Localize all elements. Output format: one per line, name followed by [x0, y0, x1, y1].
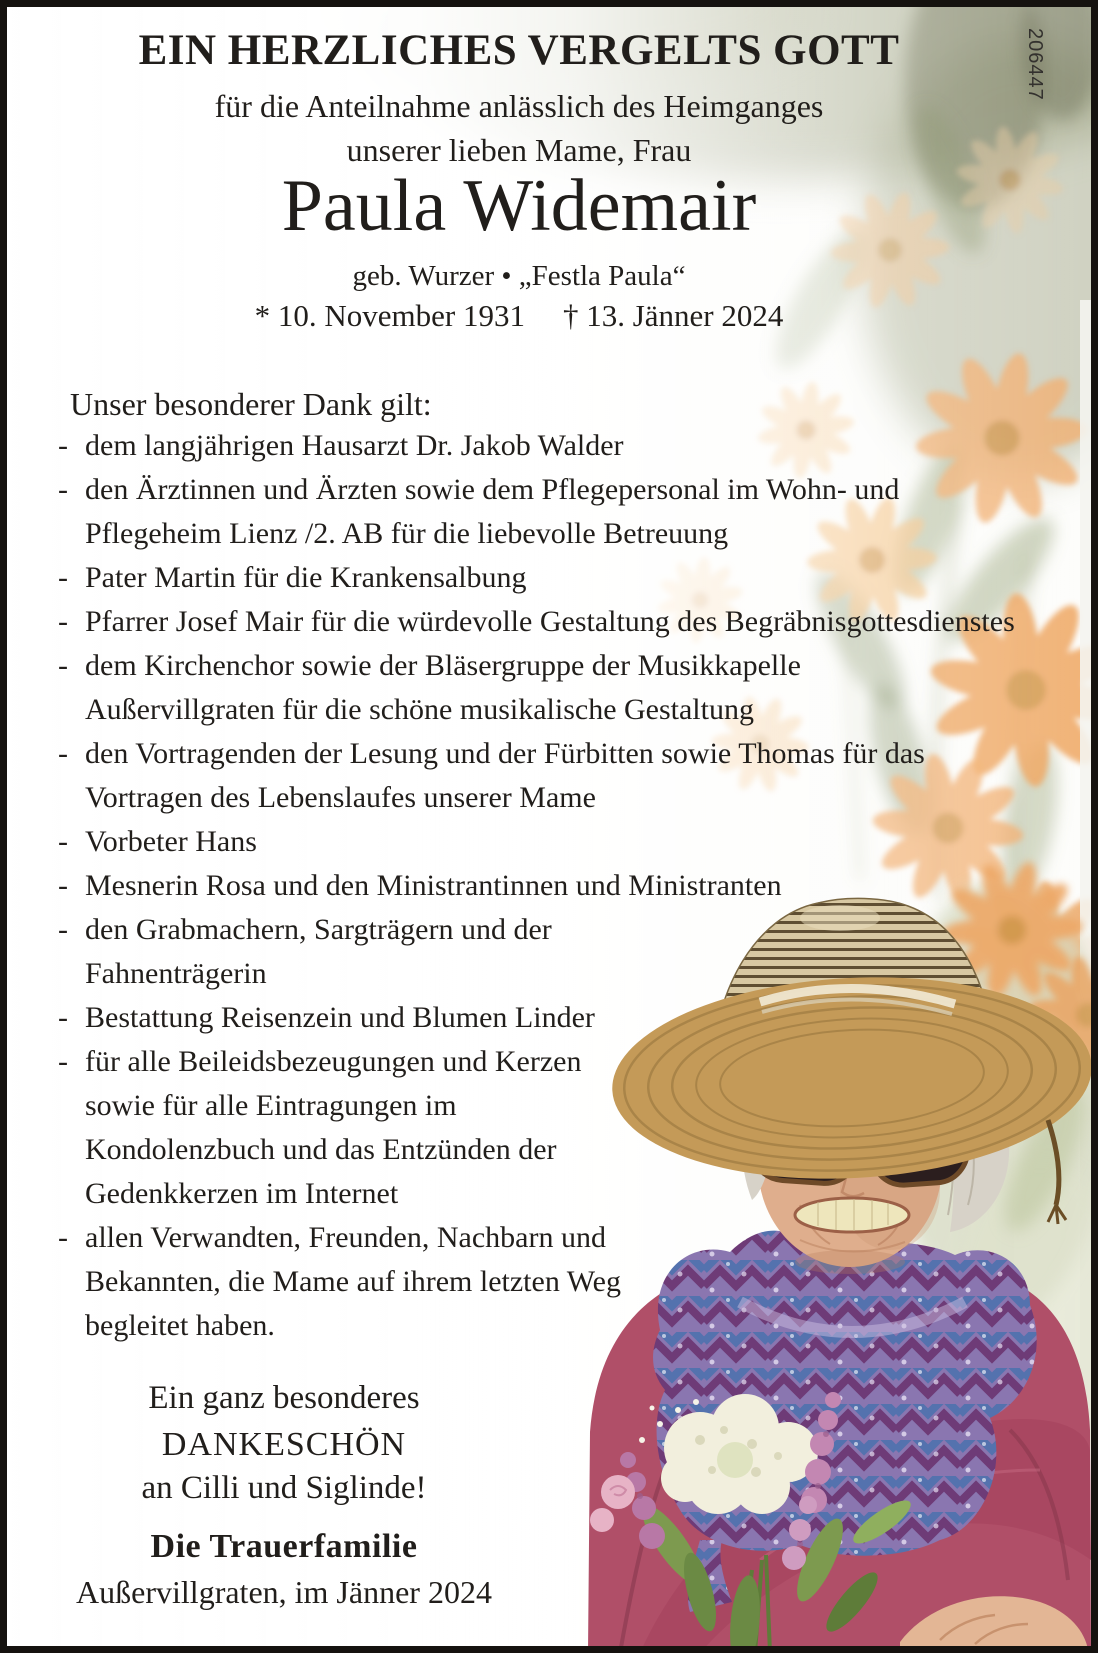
- thanks-item: - allen Verwandten, Freunden, Nachbarn und Bekannten, die Mame auf ihrem letzten Weg begleitet haben.: [56, 1216, 645, 1348]
- thanks-item: - dem Kirchenchor sowie der Bläsergruppe der Musikkapelle Außervillgraten für die schöne musikalische Gestaltung: [56, 644, 985, 732]
- thanks-item: - Pater Martin für die Krankensalbung: [56, 556, 1078, 600]
- death-date: † 13. Jänner 2024: [562, 298, 784, 333]
- thanks-list: [56, 424, 1078, 1348]
- special-thanks-line-1: Ein ganz besonderes: [148, 1380, 420, 1416]
- thanks-headline: EIN HERZLICHES VERGELTS GOTT: [138, 27, 900, 74]
- thanks-item: - den Vortragenden der Lesung und der Fürbitten sowie Thomas für das Vortragen des Lebenslaufes unserer Mame: [56, 732, 1015, 820]
- birth-date: * 10. November 1931: [254, 298, 525, 333]
- thanks-item: - den Ärztinnen und Ärzten sowie dem Pflegepersonal im Wohn- und Pflegeheim Lienz /2. AB für die liebevolle Betreuung: [56, 468, 1021, 556]
- headline-subline-1: für die Anteilnahme anlässlich des Heimganges: [214, 88, 824, 124]
- signature-place-date: Außervillgraten, im Jänner 2024: [76, 1574, 492, 1610]
- thanks-item: - Vorbeter Hans: [56, 820, 1078, 864]
- signature-family: Die Trauerfamilie: [150, 1528, 418, 1565]
- thanks-item: - für alle Beileidsbezeugungen und Kerzen sowie für alle Eintragungen im Kondolenzbuch und das Entzünden der Gedenkkerzen im Internet: [56, 1040, 625, 1216]
- thanks-item: - dem langjährigen Hausarzt Dr. Jakob Walder: [56, 424, 1078, 468]
- thanks-intro: Unser besonderer Dank gilt:: [70, 386, 432, 422]
- thanks-item: - Pfarrer Josef Mair für die würdevolle Gestaltung des Begräbnisgottesdienstes: [56, 600, 1078, 644]
- special-thanks-line-3: an Cilli und Siglinde!: [141, 1470, 427, 1506]
- thanks-item: - Bestattung Reisenzein und Blumen Linder: [56, 996, 1078, 1040]
- archive-number: 206447: [1024, 28, 1046, 101]
- deceased-name: Paula Widemair: [281, 165, 757, 247]
- life-dates: [10, 298, 1028, 334]
- headline-subline-2: unserer lieben Mame, Frau: [346, 132, 692, 168]
- deceased-birthname-nickname: geb. Wurzer • „Festla Paula“: [352, 260, 686, 292]
- thanks-item: - den Grabmachern, Sargträgern und der Fahnenträgerin: [56, 908, 641, 996]
- thanks-item: - Mesnerin Rosa und den Ministrantinnen und Ministranten: [56, 864, 1078, 908]
- special-thanks-line-2: DANKESCHÖN: [161, 1426, 407, 1463]
